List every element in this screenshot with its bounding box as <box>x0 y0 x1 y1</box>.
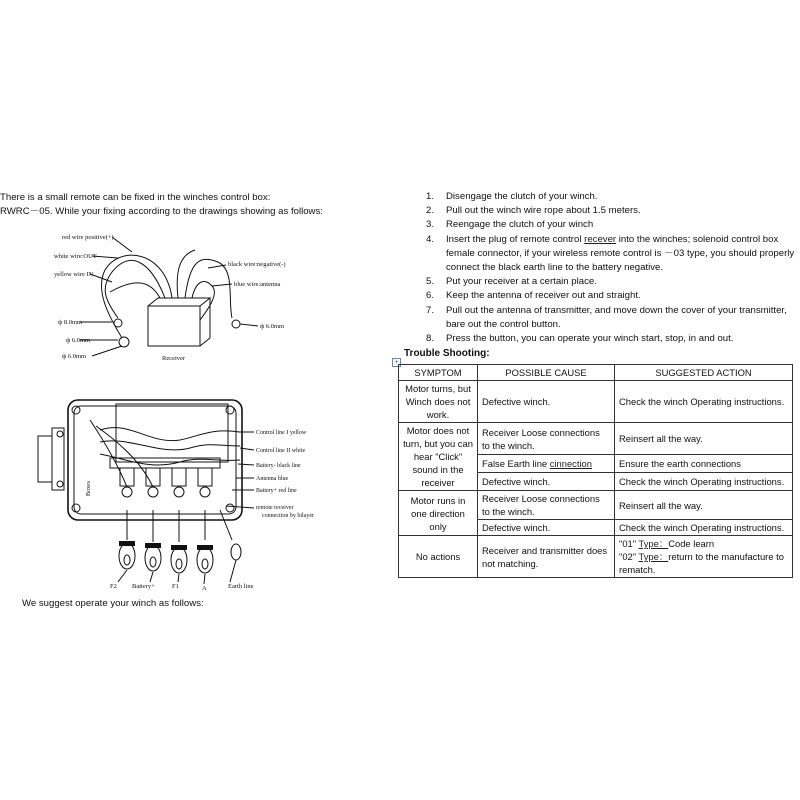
label-f2: F2 <box>110 583 117 590</box>
label-remote: remote receiver <box>256 505 294 511</box>
table-row <box>399 381 793 423</box>
suggest-text: We suggest operate your winch as follows: <box>22 598 204 609</box>
receiver-box <box>148 306 200 346</box>
step-item: 4. Insert the plug of remote control recever into the winches; solenoid control box female connector, if your wireless remote control is －03 type, you should properly connect the black earth line to the battery negative. <box>426 233 795 274</box>
terminal-1 <box>114 319 122 327</box>
cause-cell: Defective winch. <box>478 473 615 491</box>
label-d6-b: ф 6.0mm <box>62 353 87 360</box>
cause-cell: Receiver Loose connections to the winch. <box>478 491 615 520</box>
label-f1: F1 <box>172 583 179 590</box>
trouble-shooting-table <box>398 364 793 578</box>
label-battery: Battery+ <box>132 583 155 590</box>
label-yellow-wire: yellow wire IN <box>54 271 94 278</box>
symptom-cell: Motor does not turn, but you can hear "Click" sound in the receiver <box>399 423 478 491</box>
label-d8: ф 8.0mm <box>58 319 83 326</box>
step-item: 2. Pull out the winch wire rope about 1.5 meters. <box>426 205 641 217</box>
label-d6-left: ф 6.0mm <box>66 337 91 344</box>
action-cell: Check the winch Operating instructions. <box>615 473 793 491</box>
cause-cell: Defective winch. <box>478 520 615 536</box>
label-d6-right: ф 6.0mm <box>260 323 285 330</box>
terminal-3 <box>232 320 240 328</box>
trouble-shooting-title: Trouble Shooting: <box>404 348 490 359</box>
label-remote-2: connection by bilayer <box>262 513 314 519</box>
label-control-2: Control line II white <box>256 448 306 454</box>
header-cause: POSSIBLE CAUSE <box>478 365 615 381</box>
cause-cell: False Earth line cinnection <box>478 455 615 473</box>
symptom-cell: No actions <box>399 536 478 578</box>
cause-cell: Receiver Loose connections to the winch. <box>478 423 615 455</box>
table-row <box>399 536 793 578</box>
step-item: 6. Keep the antenna of receiver out and straight. <box>426 290 641 302</box>
header-symptom: SYMPTOM <box>399 365 478 381</box>
cause-cell: Defective winch. <box>478 381 615 423</box>
table-header-row <box>399 365 793 381</box>
label-white-wire: white wire:OUT <box>54 253 97 260</box>
left-flange <box>52 428 64 490</box>
label-antenna: Antenna blue <box>256 476 289 482</box>
wire-blue <box>192 282 214 320</box>
label-red-wire: red wire positive(+) <box>62 234 114 241</box>
label-a: A <box>202 585 207 592</box>
header-action: SUGGESTED ACTION <box>615 365 793 381</box>
label-box-side: Boxes <box>86 481 92 496</box>
label-blue-wire: blue wire:antenna <box>234 281 281 288</box>
receiver-diagram <box>80 237 258 356</box>
wire-yellow <box>110 283 160 298</box>
operation-steps <box>426 190 796 346</box>
receiver-inner <box>116 404 228 462</box>
table-row <box>399 423 793 455</box>
label-control-1: Control line I yellow <box>256 430 307 436</box>
action-cell: Check the winch Operating instructions. <box>615 520 793 536</box>
step-item: 7. Pull out the antenna of transmitter, and move down the cover of your transmitter, bare out the control button. <box>426 304 787 330</box>
action-cell: "01" Type：Code learn "02" Type：return to the manufacture to rematch. <box>615 536 793 578</box>
step-item: 8. Press the button, you can operate your winch start, stop, in and out. <box>426 333 734 345</box>
symptom-cell: Motor turns, but Winch does not work. <box>399 381 478 423</box>
control-box-labels <box>86 430 314 592</box>
terminal-2 <box>119 337 129 347</box>
wire-white <box>101 255 172 338</box>
symptom-cell: Motor runs in one direction only <box>399 491 478 536</box>
action-cell: Reinsert all the way. <box>615 491 793 520</box>
label-earth: Earth line <box>228 583 254 590</box>
step-item: 3. Reengage the clutch of your winch <box>426 219 594 231</box>
table-expand-icon[interactable]: + <box>392 358 401 367</box>
action-cell: Ensure the earth connections <box>615 455 793 473</box>
label-receiver: Receiver <box>162 355 186 362</box>
intro-line-2: RWRC－05. While your fixing according to the drawings showing as follows: <box>0 206 323 217</box>
action-cell: Check the winch Operating instructions. <box>615 381 793 423</box>
step-item: 5. Put your receiver at a certain place. <box>426 276 597 288</box>
receiver-box-top <box>148 298 210 346</box>
cause-cell: Receiver and transmitter does not matching. <box>478 536 615 578</box>
left-connector <box>38 436 52 482</box>
table-row <box>399 491 793 520</box>
action-cell: Reinsert all the way. <box>615 423 793 455</box>
step-item: 1. Disengage the clutch of your winch. <box>426 191 598 202</box>
label-battery-neg: Battery- black line <box>256 463 301 469</box>
intro-line-1: There is a small remote can be fixed in the winches control box: <box>0 192 271 203</box>
label-battery-pos: Battery+ red line <box>256 488 297 494</box>
control-box-diagram <box>38 400 254 584</box>
label-black-wire: black wire:negative(-) <box>228 261 286 268</box>
